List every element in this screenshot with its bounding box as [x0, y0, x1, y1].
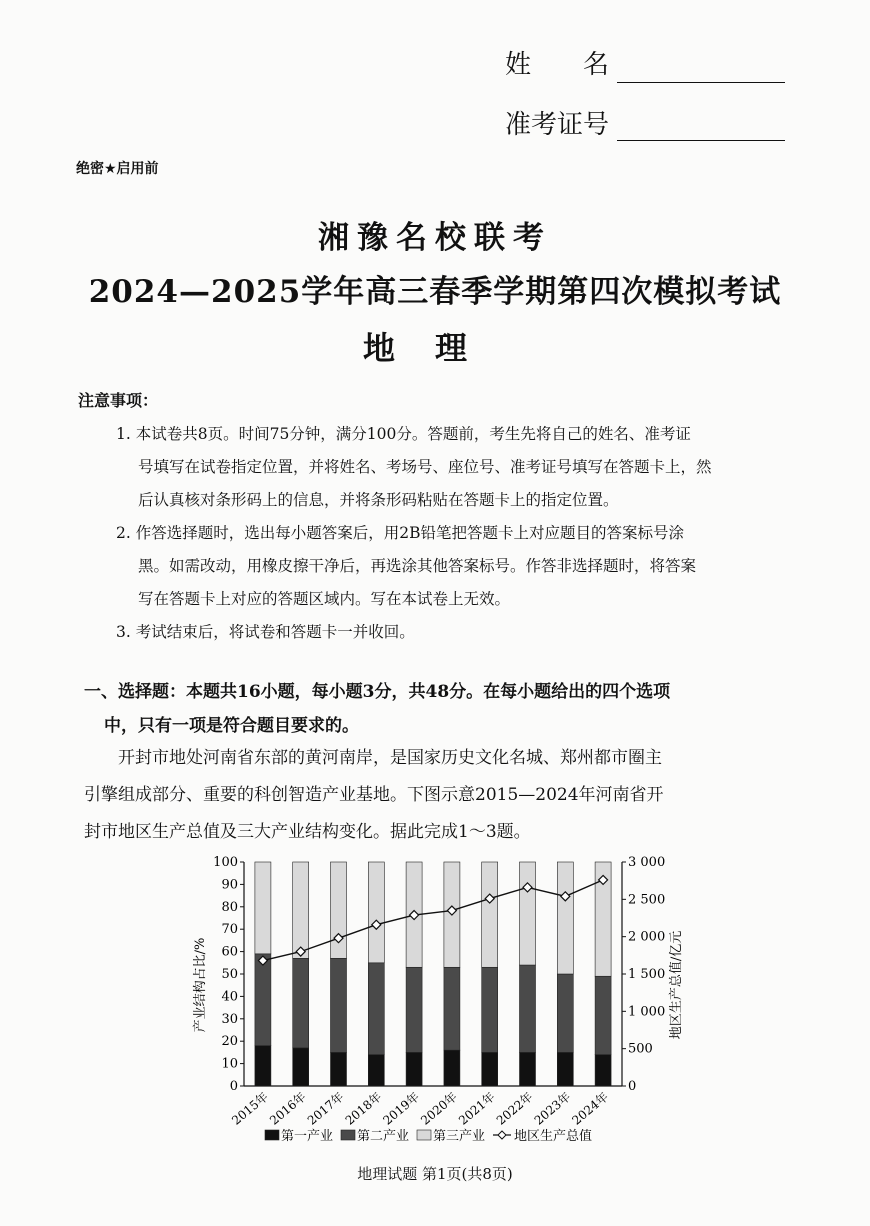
y-tick-label: 70: [221, 922, 238, 938]
y-tick-label: 10: [221, 1056, 238, 1072]
bar-segment: [331, 862, 347, 958]
notice-line: 号填写在试卷指定位置，并将姓名、考场号、座位号、准考证号填写在答题卡上，然: [138, 458, 712, 476]
section-line: 中，只有一项是符合题目要求的。: [104, 716, 359, 736]
notice-item-3: [116, 616, 796, 649]
y-tick-label: 0: [229, 1079, 238, 1094]
exam-id-row: [505, 112, 609, 138]
exam-id-label: 准考证号: [505, 110, 610, 140]
notice-line: 黑。如需改动，用橡皮擦干净后，再选涂其他答案标号。作答非选择题时，将答案: [138, 557, 697, 575]
passage-line: 引擎组成部分、重要的科创智造产业基地。下图示意2015—2024年河南省开: [84, 785, 664, 805]
bar-segment: [368, 963, 384, 1055]
gdp-line: [258, 875, 607, 965]
legend-label: 地区生产总值: [514, 1129, 593, 1144]
passage-line: 封市地区生产总值及三大产业结构变化。据此完成1～3题。: [84, 822, 531, 842]
exam-org-title: 湘豫名校联考: [318, 220, 552, 256]
legend-swatch: [265, 1130, 279, 1140]
bar-segment: [331, 1052, 347, 1086]
bar-segment: [482, 1052, 498, 1086]
name-row: [505, 52, 609, 78]
legend-label: 第三产业: [433, 1129, 486, 1144]
x-tick-label: 2022年: [493, 1089, 536, 1128]
bar-segment: [293, 862, 309, 958]
bar-segment: [255, 862, 271, 954]
bar-segment: [293, 1048, 309, 1086]
y-tick-label: 30: [221, 1011, 238, 1027]
bar-segment: [444, 967, 460, 1050]
y2-tick-label: 500: [628, 1041, 653, 1057]
x-tick-label: 2018年: [342, 1089, 385, 1128]
notice-item-1: [116, 418, 796, 517]
bar-segment: [595, 1055, 611, 1086]
gdp-polyline: [263, 880, 603, 961]
y2-tick-label: 0: [628, 1079, 637, 1094]
passage-line: 开封市地处河南省东部的黄河南岸，是国家历史文化名城、郑州都市圈主: [118, 748, 662, 768]
y2-tick-label: 2 000: [628, 929, 666, 945]
page-footer: 地理试题 第1页(共8页): [357, 1165, 513, 1183]
bar-segment: [331, 958, 347, 1052]
bar-segment: [557, 1052, 573, 1086]
y-tick-label: 100: [213, 855, 238, 870]
bar-segment: [406, 1052, 422, 1086]
bar-segment: [482, 862, 498, 967]
y-tick-label: 80: [221, 899, 238, 915]
notice-line: 写在答题卡上对应的答题区域内。写在本试卷上无效。: [138, 590, 511, 608]
section-line: 一、选择题：本题共16小题，每小题3分，共48分。在每小题给出的四个选项: [84, 682, 671, 702]
x-tick-label: 2023年: [531, 1089, 574, 1128]
legend-diamond-icon: [498, 1131, 506, 1139]
y-tick-label: 40: [221, 989, 238, 1005]
y2-axis-label: 地区生产总值/亿元: [669, 930, 684, 1040]
notice-line: 3. 考试结束后，将试卷和答题卡一并收回。: [116, 623, 415, 641]
exam-title: 2024—2025学年高三春季学期第四次模拟考试: [88, 274, 782, 310]
notice-line: 后认真核对条形码上的信息，并将条形码粘贴在答题卡上的指定位置。: [138, 491, 619, 509]
notice-item-2: [116, 517, 796, 616]
y2-tick-label: 1 500: [628, 967, 666, 982]
bar-segment: [255, 1046, 271, 1086]
legend-swatch: [417, 1130, 431, 1140]
x-tick-label: 2024年: [569, 1089, 612, 1128]
chart-legend: [265, 1128, 592, 1144]
y-tick-label: 90: [221, 877, 238, 893]
notice-heading: 注意事项：: [78, 391, 159, 410]
legend-label: 第二产业: [357, 1129, 410, 1144]
bar-segment: [482, 967, 498, 1052]
legend-label: 第一产业: [281, 1129, 334, 1144]
exam-id-underline: [617, 140, 785, 141]
y-axis-label: 产业结构占比/%: [193, 937, 208, 1033]
chart-bars: [255, 862, 611, 1086]
bar-segment: [520, 965, 536, 1052]
y2-tick-label: 2 500: [628, 892, 666, 908]
y-tick-label: 20: [221, 1034, 238, 1050]
legend-swatch: [341, 1130, 355, 1140]
bar-segment: [520, 862, 536, 965]
x-tick-label: 2017年: [304, 1089, 347, 1128]
bar-segment: [368, 1055, 384, 1086]
bar-segment: [406, 967, 422, 1052]
y2-tick-label: 1 000: [628, 1004, 666, 1020]
bar-segment: [368, 862, 384, 963]
name-underline: [617, 82, 785, 83]
y-tick-label: 50: [221, 967, 238, 982]
bar-segment: [293, 958, 309, 1048]
bar-segment: [557, 974, 573, 1052]
bar-segment: [520, 1052, 536, 1086]
bar-segment: [255, 954, 271, 1046]
bar-segment: [444, 1050, 460, 1086]
bar-segment: [557, 862, 573, 974]
subject-title: 地理: [362, 329, 507, 367]
x-tick-label: 2015年: [229, 1089, 271, 1128]
y2-tick-label: 3 000: [628, 855, 666, 870]
industry-structure-chart: [180, 850, 700, 1155]
secret-mark: 绝密★启用前: [76, 161, 159, 177]
notice-line: 2. 作答选择题时，选出每小题答案后，用2B铅笔把答题卡上对应题目的答案标号涂: [116, 524, 684, 542]
x-tick-label: 2021年: [456, 1089, 498, 1128]
x-tick-label: 2019年: [380, 1089, 423, 1128]
bar-segment: [595, 976, 611, 1054]
notice-line: 1. 本试卷共8页。时间75分钟，满分100分。答题前，考生先将自己的姓名、准考证: [116, 425, 691, 443]
x-tick-label: 2020年: [418, 1089, 460, 1128]
x-tick-label: 2016年: [267, 1089, 309, 1128]
y-tick-label: 60: [221, 944, 238, 960]
name-label: 姓 名: [505, 50, 610, 80]
passage: [84, 740, 664, 851]
section-heading: [84, 675, 670, 743]
